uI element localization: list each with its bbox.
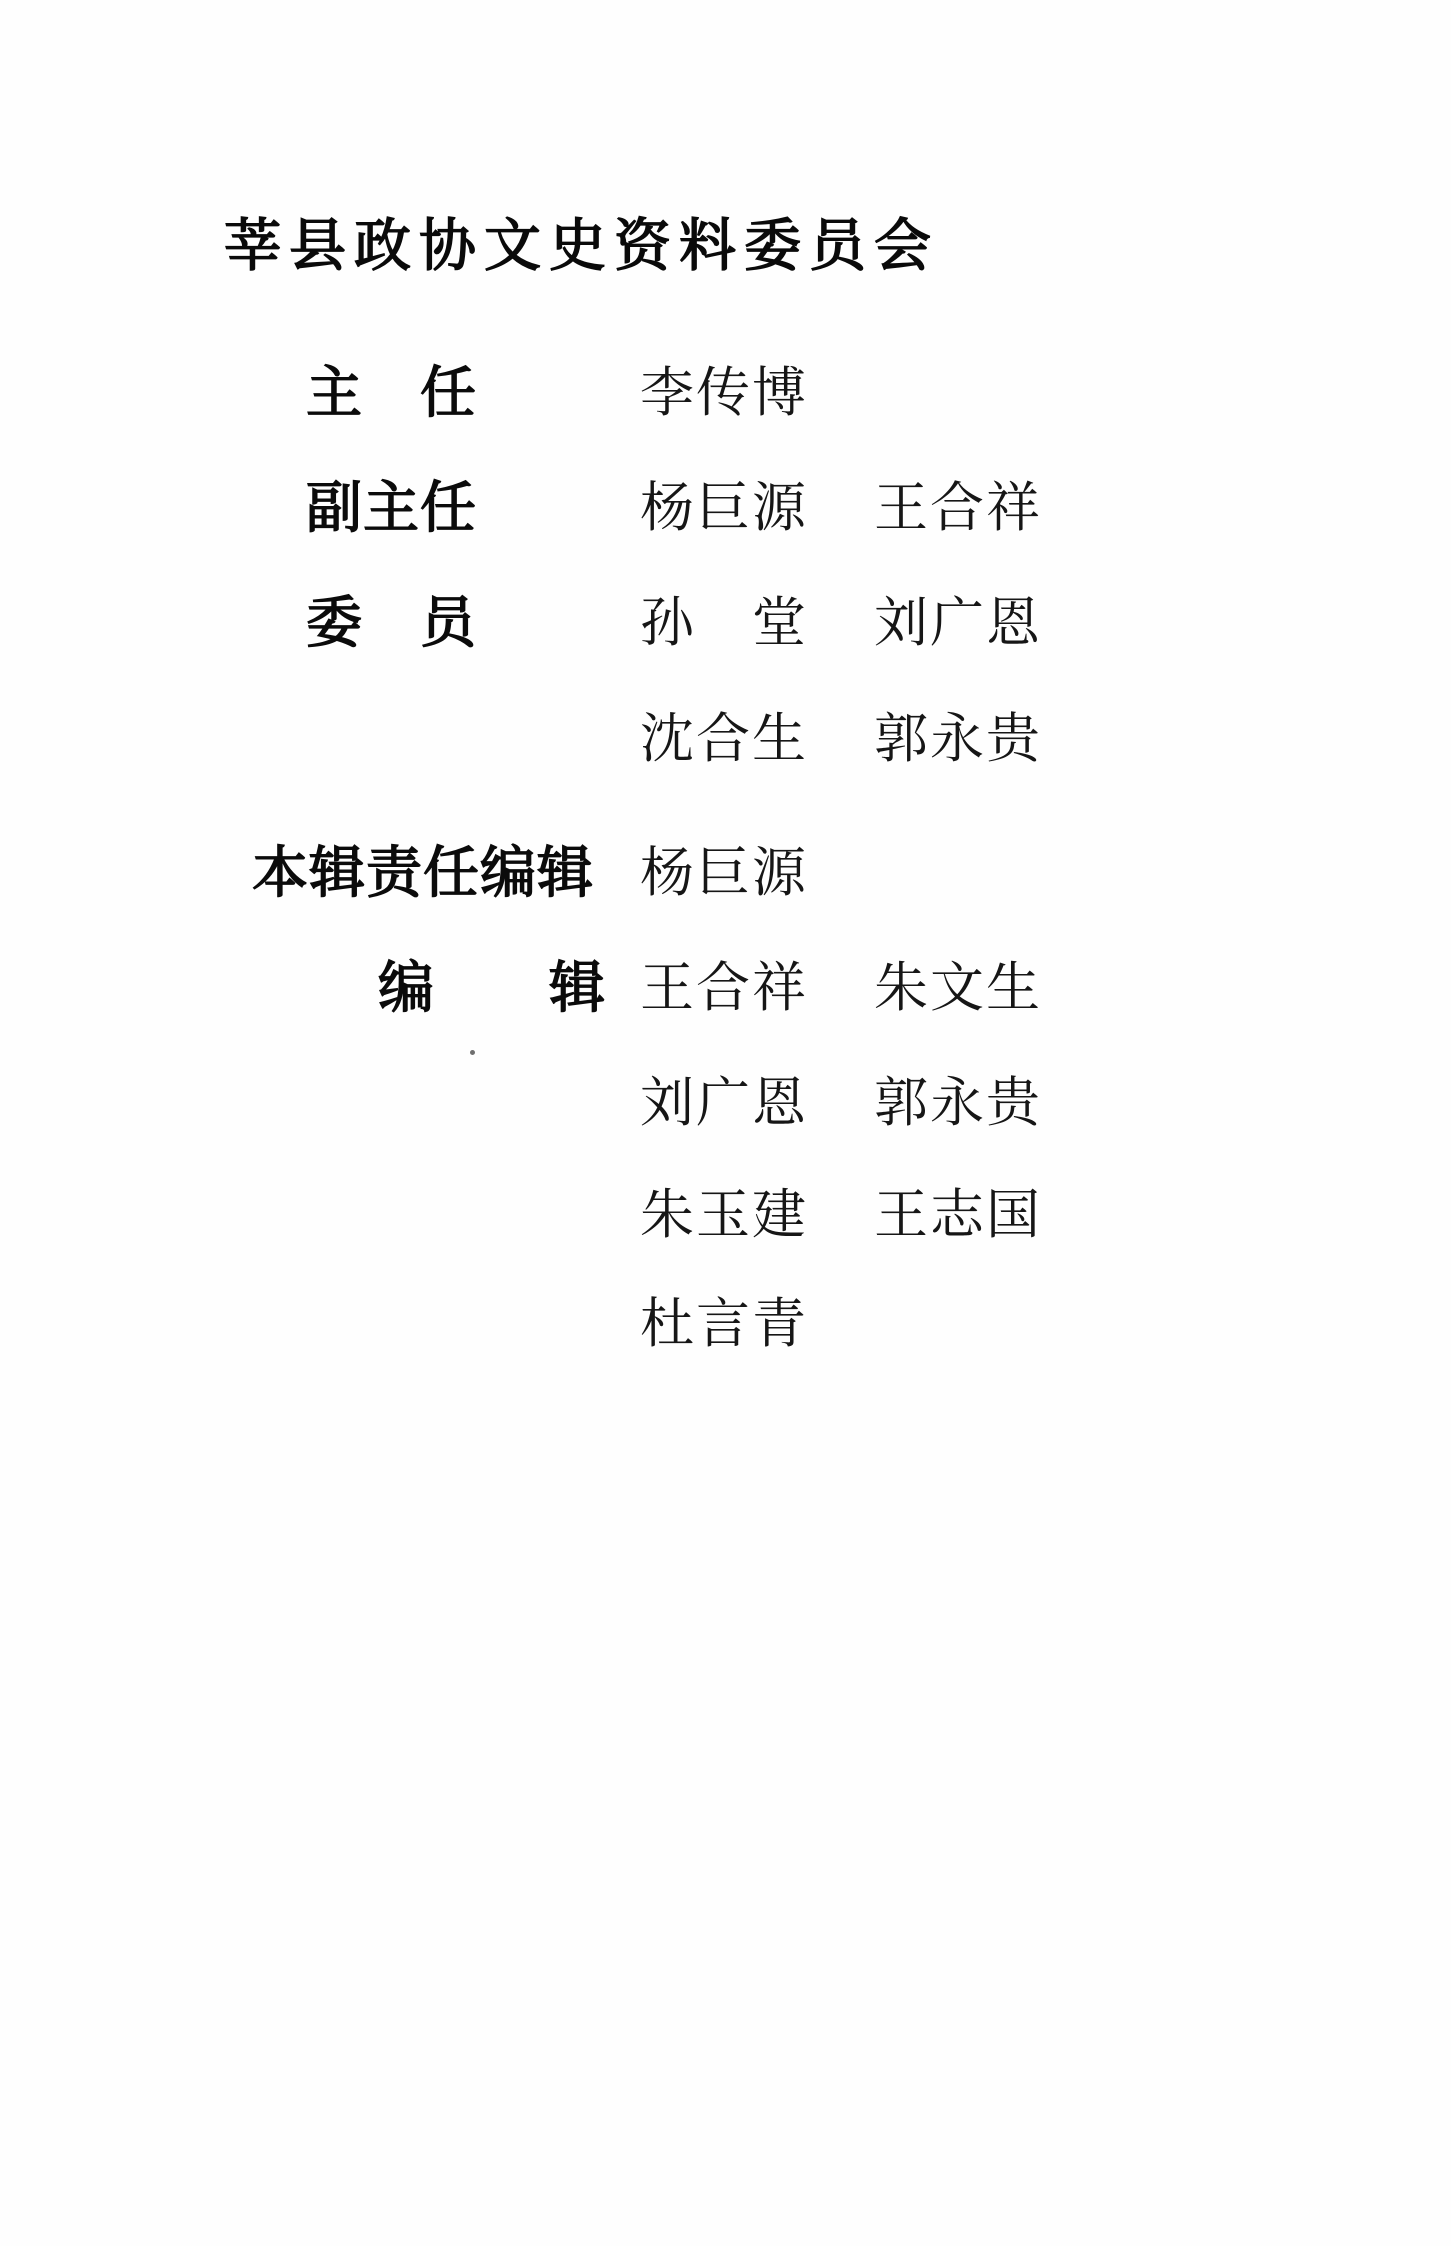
- person-name: 王志国: [874, 1183, 1042, 1246]
- names-row: [640, 361, 808, 424]
- person-name: 沈合生: [640, 707, 808, 770]
- role-label-members: 委 员: [306, 591, 477, 656]
- names-row: [640, 707, 1042, 770]
- role-label-editors: 编 辑: [378, 956, 606, 1021]
- names-row: [640, 591, 1042, 654]
- person-name: 杨巨源: [640, 841, 808, 904]
- person-name: 朱文生: [874, 956, 1042, 1019]
- page-title: 莘县政协文史资料委员会: [224, 213, 939, 279]
- person-name: 孙 堂: [640, 591, 808, 654]
- person-name: 杜言青: [640, 1292, 808, 1355]
- names-row: [640, 1071, 1042, 1134]
- person-name: 朱玉建: [640, 1183, 808, 1246]
- person-name: 郭永贵: [874, 707, 1042, 770]
- person-name: 刘广恩: [874, 591, 1042, 654]
- names-row: [640, 841, 808, 904]
- role-label-responsible-editor: 本辑责任编辑: [252, 841, 594, 906]
- names-row: [640, 1183, 1042, 1246]
- scan-speck: [470, 1050, 475, 1055]
- names-row: [640, 1292, 808, 1355]
- person-name: 王合祥: [874, 476, 1042, 539]
- person-name: 杨巨源: [640, 476, 808, 539]
- person-name: 王合祥: [640, 956, 808, 1019]
- names-row: [640, 956, 1042, 1019]
- role-label-deputy-director: 副主任: [306, 476, 477, 541]
- names-row: [640, 476, 1042, 539]
- person-name: 郭永贵: [874, 1071, 1042, 1134]
- person-name: 李传博: [640, 361, 808, 424]
- role-label-director: 主 任: [306, 361, 477, 426]
- person-name: 刘广恩: [640, 1071, 808, 1134]
